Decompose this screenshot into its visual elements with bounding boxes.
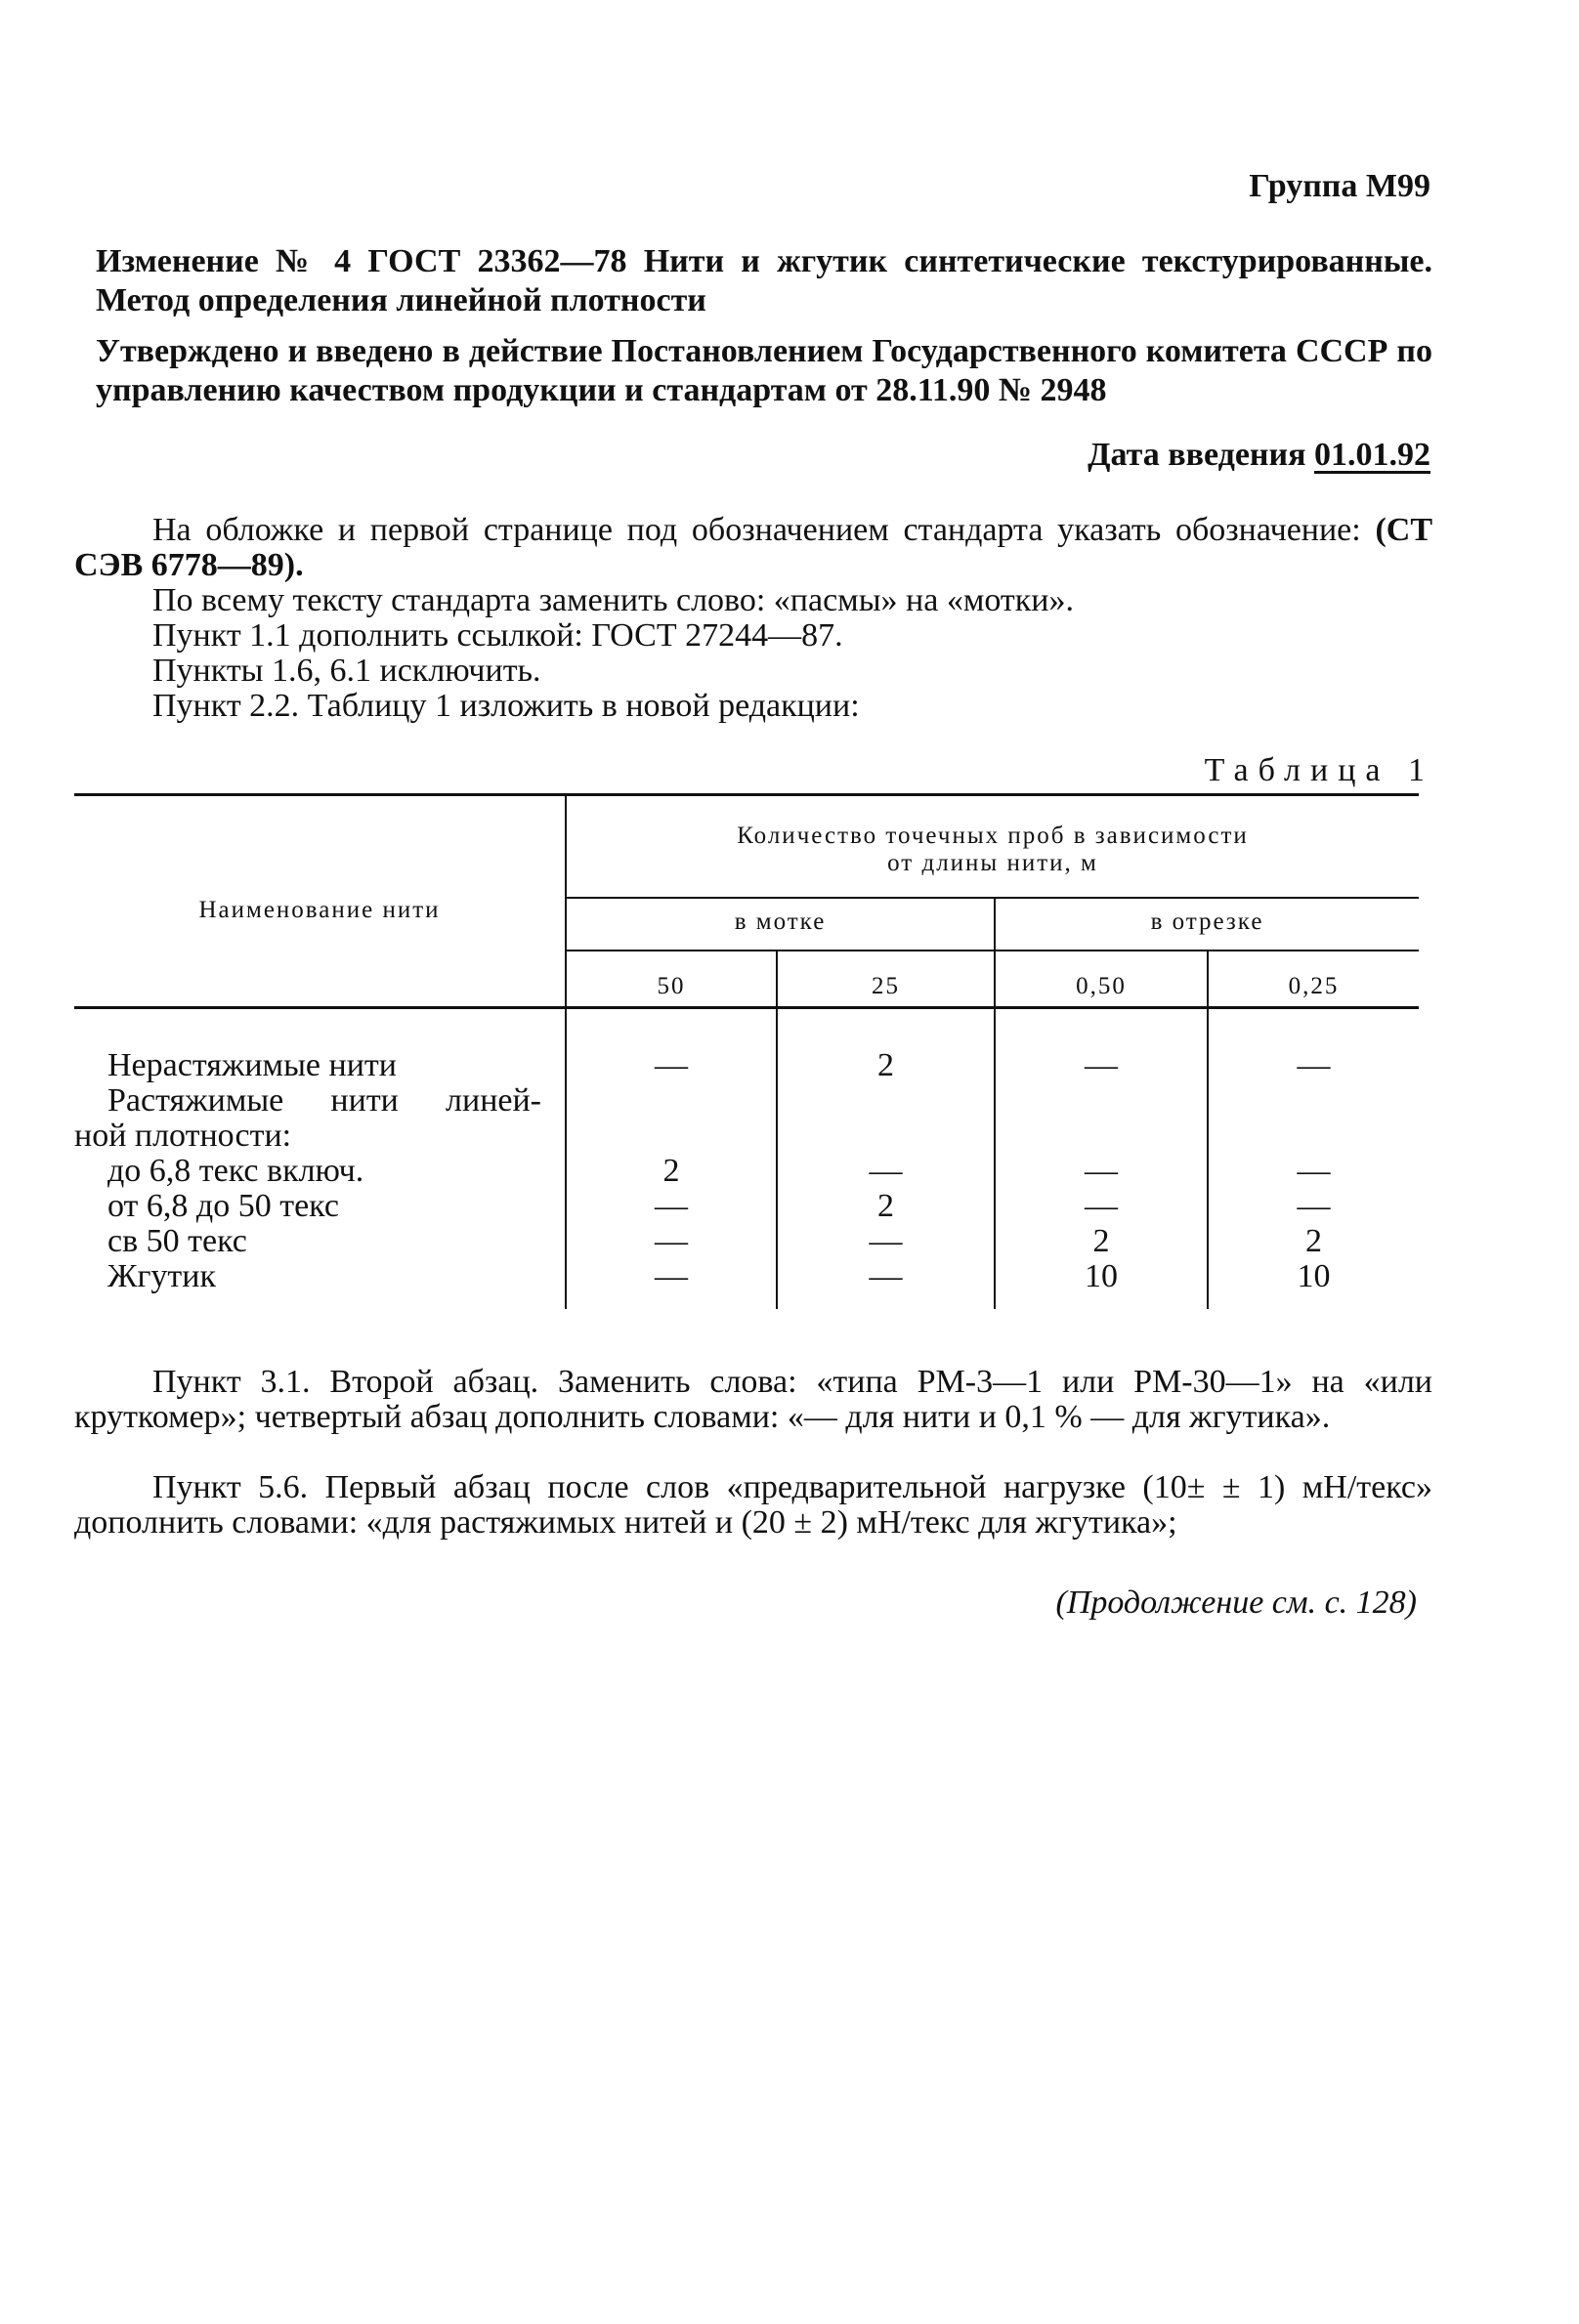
paragraph-3	[74, 618, 1432, 654]
table-cell: 10	[1297, 1258, 1331, 1294]
table-cell: 2	[877, 1047, 894, 1083]
paragraph-1	[74, 513, 1432, 583]
table-cell: —	[1297, 1047, 1331, 1083]
paragraph-2	[74, 583, 1432, 618]
header-divider-2	[567, 950, 1419, 951]
paragraph-5-text: Пункт 2.2. Таблицу 1 изложить в новой редакции:	[152, 688, 860, 724]
paragraph-7	[74, 1470, 1432, 1541]
paragraph-6-text: Пункт 3.1. Второй абзац. Заменить слова: «типа РМ-3—1 или РМ-30—1» на «или круткомер»; четвертый абзац дополнить словами: «— для нити и 0,1 % — для жгутика».	[74, 1364, 1432, 1435]
table-cell: —	[655, 1047, 688, 1083]
group-header-line-1: Количество точечных проб в зависимости	[737, 823, 1249, 849]
table-cell: 2	[1092, 1223, 1110, 1259]
approval-note: Утверждено и введено в действие Постановлением Государственного комитета СССР по управлению качеством продукции и стандартам от 28.11.90 № 2948	[96, 333, 1432, 408]
subheader-motka: в мотке	[734, 908, 827, 935]
paragraph-2-text: По всему тексту стандарта заменить слово: «пасмы» на «мотки».	[152, 582, 1074, 618]
table-cell: —	[1297, 1153, 1331, 1189]
row-label: Жгутик	[107, 1258, 216, 1294]
table-cell: 2	[1305, 1223, 1322, 1259]
paragraph-1-bold: (СТ СЭВ 6778—89).	[74, 512, 1432, 583]
group-header-line-2: от длины нити, м	[887, 850, 1098, 876]
table-top-rule	[74, 793, 1419, 796]
effective-date	[1088, 437, 1430, 474]
document-title: Изменение № 4 ГОСТ 23362—78 Нити и жгутик синтетические текстурированные. Метод определения линейной плотности	[96, 243, 1432, 318]
row-label: до 6,8 текс включ.	[107, 1153, 364, 1189]
row-label: ной плотности:	[74, 1118, 292, 1154]
row-label: св 50 текс	[107, 1223, 247, 1259]
table-cell: 2	[662, 1153, 680, 1189]
table-cell: 10	[1085, 1258, 1118, 1294]
table-cell: —	[1085, 1153, 1118, 1189]
paragraph-4-text: Пункты 1.6, 6.1 исключить.	[152, 653, 541, 689]
table-cell: —	[655, 1223, 688, 1259]
row-label: Нерастяжимые нити	[107, 1047, 397, 1083]
length-25: 25	[872, 973, 900, 999]
length-0-50: 0,50	[1076, 973, 1127, 999]
paragraph-1-text: На обложке и первой странице под обозначением стандарта указать обозначение:	[152, 512, 1376, 548]
row-label: от 6,8 до 50 текс	[107, 1188, 339, 1224]
length-50: 50	[657, 973, 686, 999]
table-cell: 2	[877, 1188, 894, 1224]
paragraph-4	[74, 654, 1432, 689]
table-header-bottom-rule	[74, 1006, 1419, 1009]
paragraph-5	[74, 689, 1432, 724]
table-cell: —	[655, 1188, 688, 1224]
row-label: Растяжимые нити линей-	[107, 1082, 541, 1119]
date-value: 01.01.92	[1314, 437, 1430, 473]
table-cell: —	[869, 1153, 903, 1189]
table-cell: —	[869, 1223, 903, 1259]
table-cell: —	[1085, 1188, 1118, 1224]
table-caption: Таблица 1	[1204, 752, 1434, 788]
table-cell: —	[1297, 1188, 1331, 1224]
column-header-name: Наименование нити	[198, 897, 441, 923]
subheader-otrezka: в отрезке	[1150, 908, 1264, 935]
group-code: Группа М99	[1249, 168, 1430, 204]
table-cell: —	[869, 1258, 903, 1294]
paragraph-3-text: Пункт 1.1 дополнить ссылкой: ГОСТ 27244—87.	[152, 617, 843, 654]
paragraph-7-text: Пункт 5.6. Первый абзац после слов «предварительной нагрузке (10± ± 1) мН/текс» дополнить словами: «для растяжимых нитей и (20 ± 2) мН/текс для жгутика»;	[74, 1469, 1432, 1541]
table-cell: —	[1085, 1047, 1118, 1083]
length-0-25: 0,25	[1288, 973, 1340, 999]
header-divider-1	[567, 897, 1419, 899]
date-label: Дата введения	[1088, 437, 1306, 473]
paragraph-6	[74, 1365, 1432, 1435]
table-cell: —	[655, 1258, 688, 1294]
continuation-note: (Продолжение см. с. 128)	[1055, 1585, 1417, 1621]
